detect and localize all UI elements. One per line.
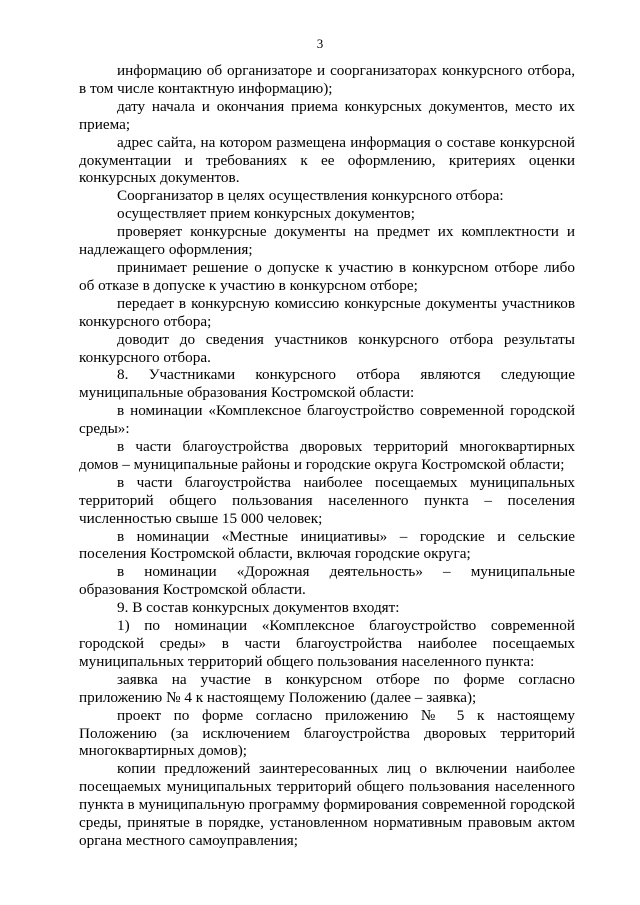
paragraph: 8. Участниками конкурсного отбора являются следующие муниципальные образования Костромской области: bbox=[79, 366, 575, 402]
paragraph: заявка на участие в конкурсном отборе по форме согласно приложению № 4 к настоящему Положению (далее – заявка); bbox=[79, 670, 575, 706]
paragraph: доводит до сведения участников конкурсного отбора результаты конкурсного отбора. bbox=[79, 330, 575, 366]
paragraph: в номинации «Комплексное благоустройство современной городской среды»: bbox=[79, 402, 575, 438]
paragraph: в части благоустройства наиболее посещаемых муниципальных территорий общего пользования населенного пункта – поселения численностью свыше 15 000 человек; bbox=[79, 473, 575, 527]
paragraph: адрес сайта, на котором размещена информация о составе конкурсной документации и требованиях к ее оформлению, критериях оценки конкурсных документов. bbox=[79, 133, 575, 187]
paragraph: в части благоустройства дворовых территорий многоквартирных домов – муниципальные районы и городские округа Костромской области; bbox=[79, 438, 575, 473]
paragraph: 1) по номинации «Комплексное благоустройство современной городской среды» в части благоустройства наиболее посещаемых муниципальных территорий общего пользования населенного пункта: bbox=[79, 617, 575, 670]
paragraph: информацию об организаторе и соорганизаторах конкурсного отбора, в том числе контактную информацию); bbox=[79, 62, 575, 97]
paragraph: передает в конкурсную комиссию конкурсные документы участников конкурсного отбора; bbox=[79, 294, 575, 330]
paragraph: 9. В состав конкурсных документов входят: bbox=[117, 599, 400, 617]
paragraph: проект по форме согласно приложению № 5 к настоящему Положению (за исключением благоустройства дворовых территорий многоквартирных домов); bbox=[79, 706, 575, 760]
document-body bbox=[79, 62, 575, 850]
paragraph: проверяет конкурсные документы на предмет их комплектности и надлежащего оформления; bbox=[79, 223, 575, 259]
paragraph: Соорганизатор в целях осуществления конкурсного отбора: bbox=[117, 187, 504, 205]
paragraph: дату начала и окончания приема конкурсных документов, место их приема; bbox=[79, 97, 575, 133]
paragraph: принимает решение о допуске к участию в конкурсном отборе либо об отказе в допуске к участию в конкурсном отборе; bbox=[79, 258, 575, 294]
page-number: 3 bbox=[316, 36, 324, 51]
paragraph: в номинации «Дорожная деятельность» – муниципальные образования Костромской области. bbox=[79, 563, 575, 599]
paragraph: в номинации «Местные инициативы» – городские и сельские поселения Костромской области, включая городские округа; bbox=[79, 527, 575, 563]
paragraph: копии предложений заинтересованных лиц о включении наиболее посещаемых муниципальных территорий общего пользования населенного пункта в муниципальную программу формирования современной городской среды, принятые в порядке, установленном нормативным правовым актом органа местного самоуправления; bbox=[79, 760, 575, 849]
paragraph: осуществляет прием конкурсных документов; bbox=[117, 205, 415, 223]
